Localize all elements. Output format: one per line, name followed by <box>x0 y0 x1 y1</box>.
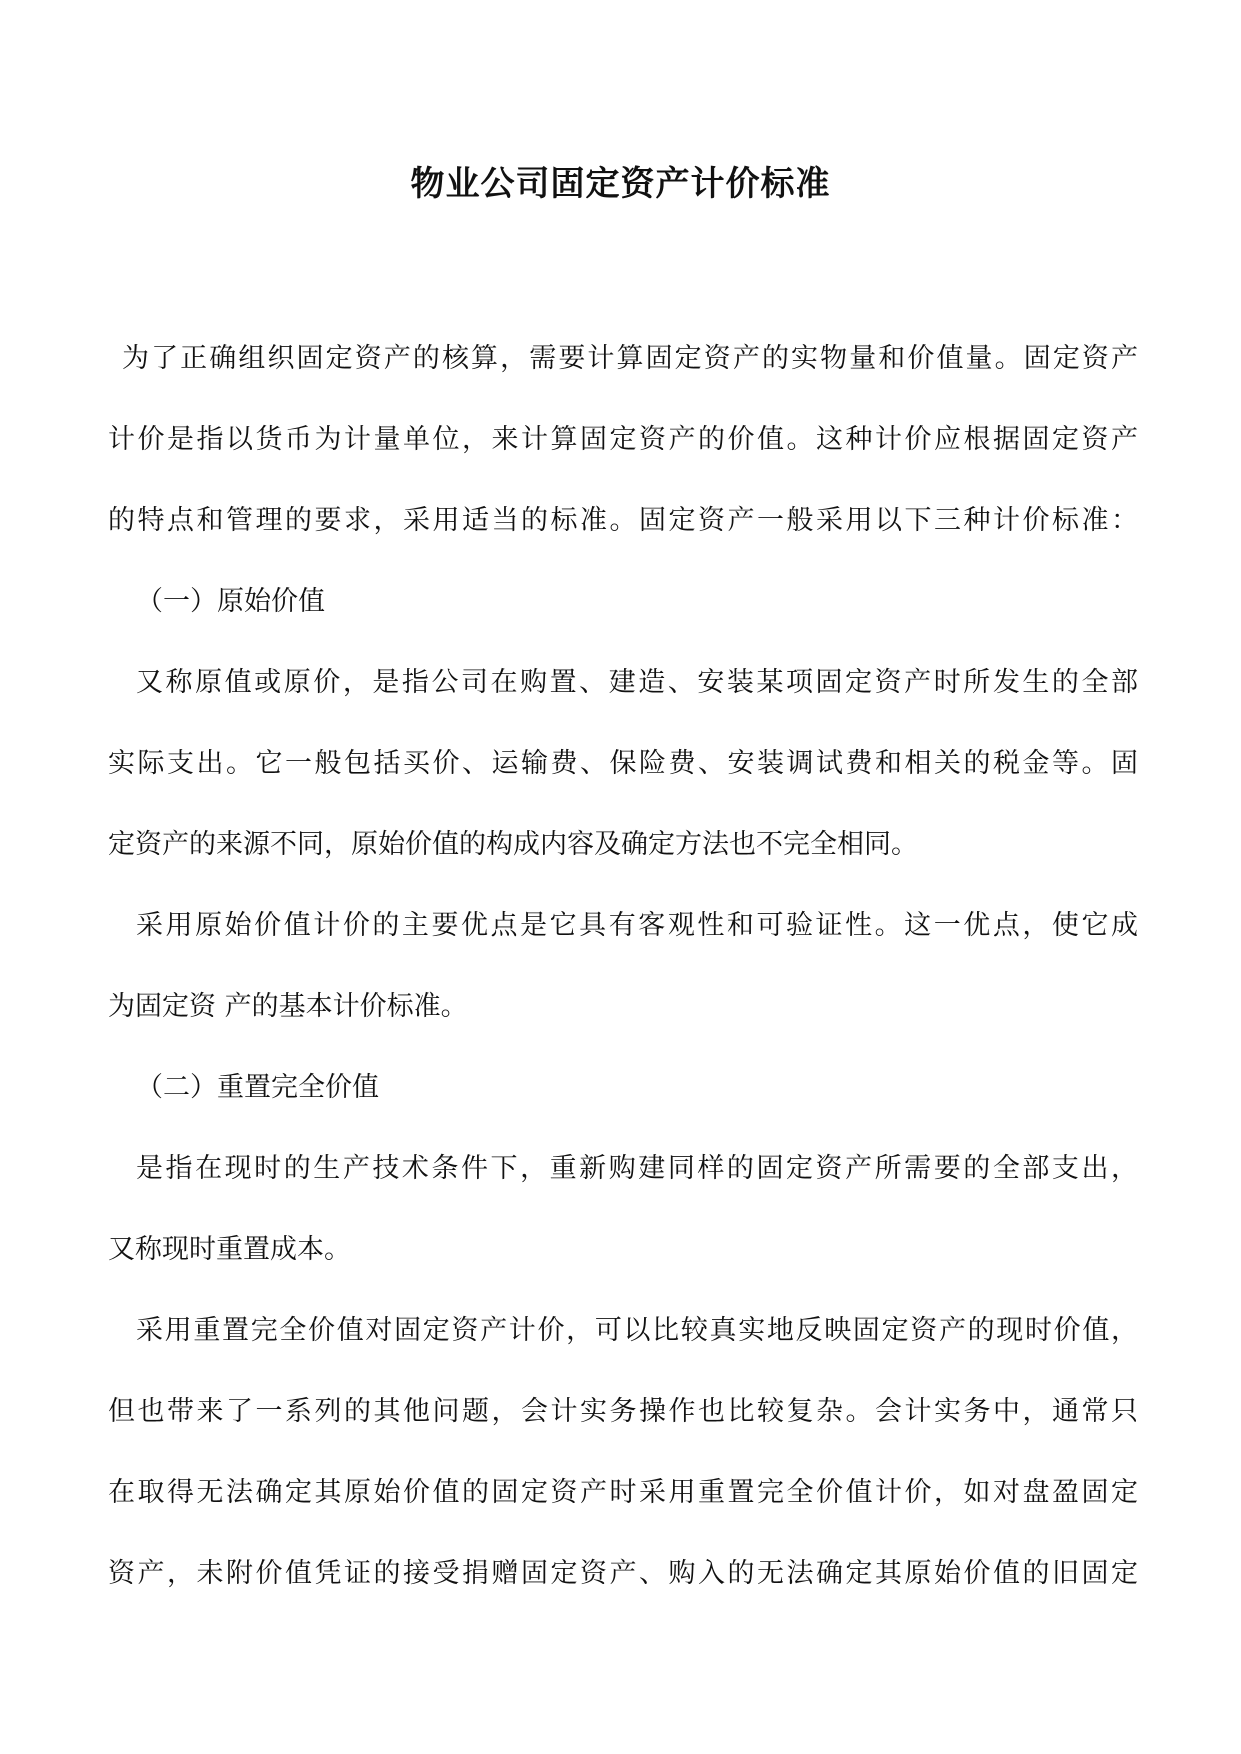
paragraph-line: 计价是指以货币为计量单位，来计算固定资产的价值。这种计价应根据固定资产 <box>108 424 1138 455</box>
section-heading: （一）原始价值 <box>136 586 325 617</box>
paragraph-line: 采用原始价值计价的主要优点是它具有客观性和可验证性。这一优点，使它成 <box>136 910 1138 941</box>
document-body <box>108 339 1138 1635</box>
paragraph-line: 又称原值或原价，是指公司在购置、建造、安装某项固定资产时所发生的全部 <box>136 667 1138 698</box>
section-heading: （二）重置完全价值 <box>136 1072 379 1103</box>
paragraph-line: 又称现时重置成本。 <box>108 1234 351 1265</box>
paragraph-line: 实际支出。它一般包括买价、运输费、保险费、安装调试费和相关的税金等。固 <box>108 748 1138 779</box>
paragraph-line: 是指在现时的生产技术条件下，重新购建同样的固定资产所需要的全部支出， <box>136 1153 1138 1184</box>
paragraph-line: 但也带来了一系列的其他问题，会计实务操作也比较复杂。会计实务中，通常只 <box>108 1396 1138 1427</box>
document-title: 物业公司固定资产计价标准 <box>410 164 831 204</box>
paragraph-line: 的特点和管理的要求，采用适当的标准。固定资产一般采用以下三种计价标准： <box>108 505 1138 536</box>
paragraph-line: 为固定资 产的基本计价标准。 <box>108 991 468 1022</box>
paragraph-line: 在取得无法确定其原始价值的固定资产时采用重置完全价值计价，如对盘盈固定 <box>108 1477 1138 1508</box>
paragraph-line: 为了正确组织固定资产的核算，需要计算固定资产的实物量和价值量。固定资产 <box>122 343 1138 374</box>
paragraph-line: 资产，未附价值凭证的接受捐赠固定资产、购入的无法确定其原始价值的旧固定 <box>108 1558 1138 1589</box>
paragraph-line: 采用重置完全价值对固定资产计价，可以比较真实地反映固定资产的现时价值， <box>136 1315 1138 1346</box>
paragraph-line: 定资产的来源不同，原始价值的构成内容及确定方法也不完全相同。 <box>108 829 918 860</box>
